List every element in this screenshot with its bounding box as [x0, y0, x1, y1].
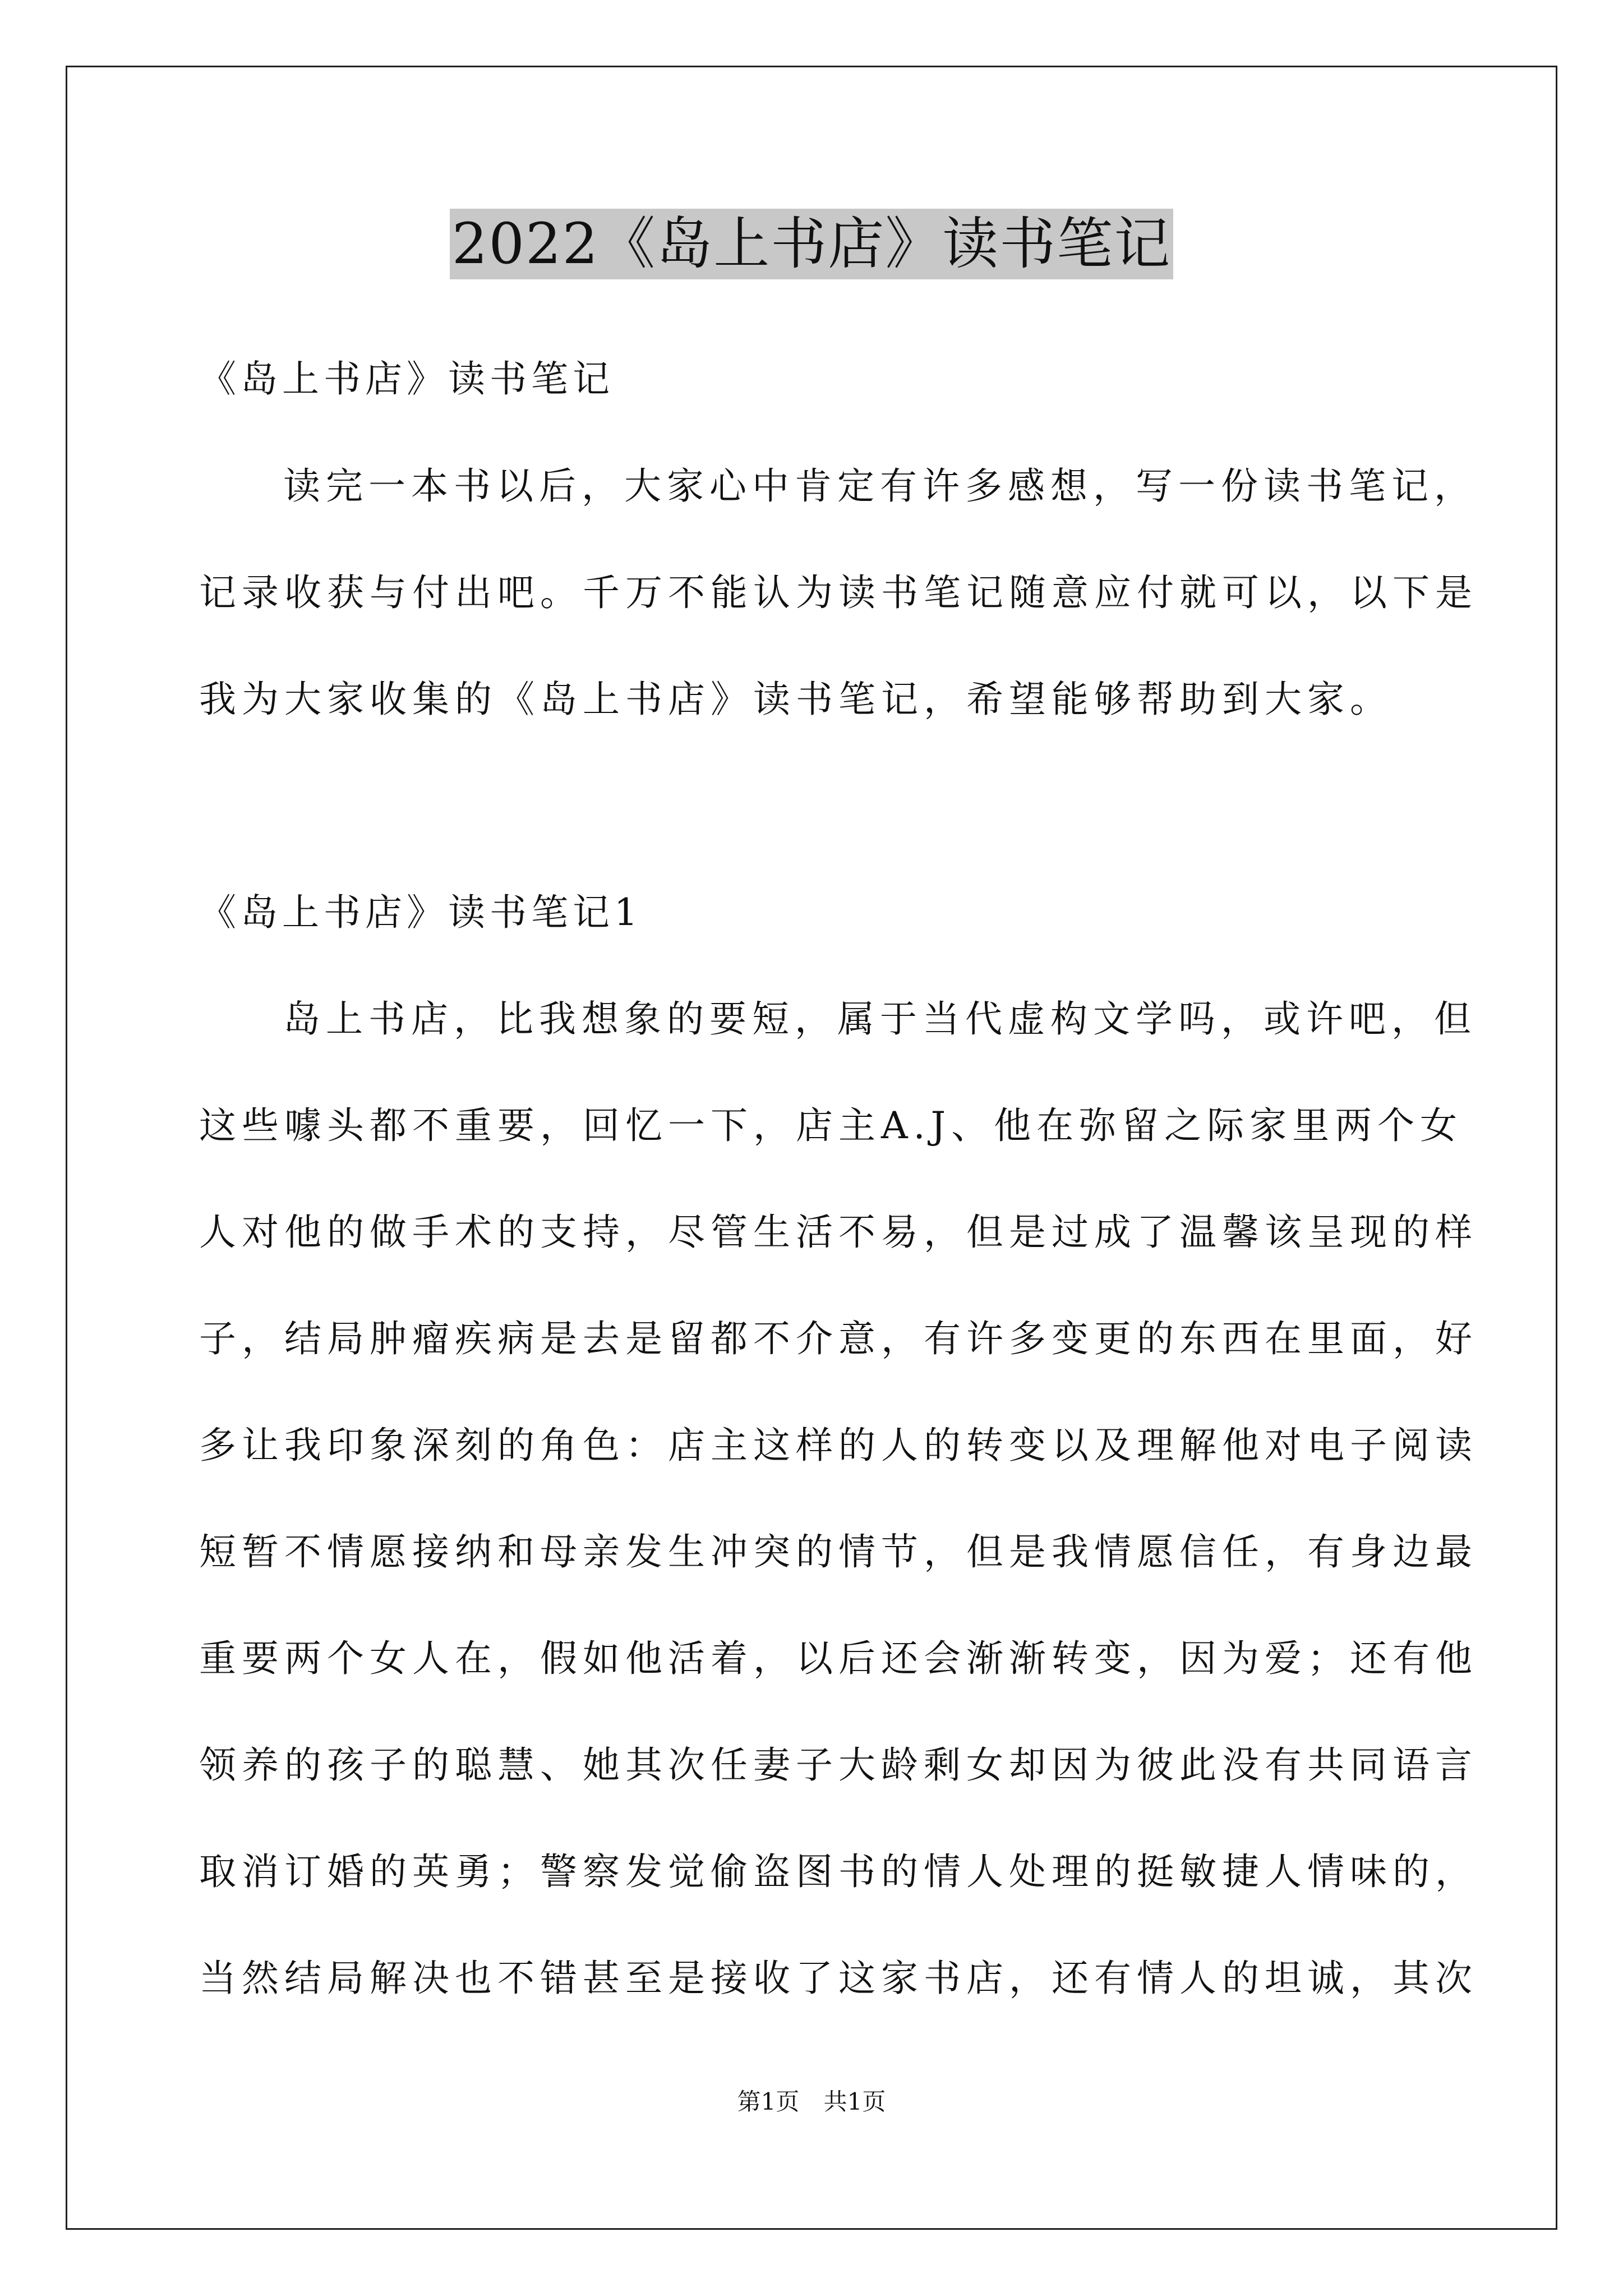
body-line: 子，结局肿瘤疾病是去是留都不介意，有许多变更的东西在里面，好: [199, 1317, 1478, 1360]
body-line: 岛上书店，比我想象的要短，属于当代虚构文学吗，或许吧，但: [283, 997, 1477, 1041]
body-line: 领养的孩子的聪慧、她其次任妻子大龄剩女却因为彼此没有共同语言: [199, 1743, 1478, 1787]
page-footer: 第1页 共1页: [737, 2088, 886, 2115]
body-line: 多让我印象深刻的角色：店主这样的人的转变以及理解他对电子阅读: [199, 1424, 1478, 1467]
body-line: 这些噱头都不重要，回忆一下，店主A.J、他在弥留之际家里两个女: [199, 1104, 1463, 1147]
body-line: 短暂不情愿接纳和母亲发生冲突的情节，但是我情愿信任，有身边最: [199, 1530, 1478, 1573]
section-heading: 《岛上书店》读书笔记1: [199, 891, 642, 934]
document-subtitle: 《岛上书店》读书笔记: [199, 357, 614, 401]
intro-line: 读完一本书以后，大家心中肯定有许多感想，写一份读书笔记，: [283, 464, 1477, 508]
intro-line: 记录收获与付出吧。千万不能认为读书笔记随意应付就可以，以下是: [199, 571, 1478, 614]
body-line: 人对他的做手术的支持，尽管生活不易，但是过成了温馨该呈现的样: [199, 1211, 1478, 1254]
intro-line: 我为大家收集的《岛上书店》读书笔记，希望能够帮助到大家。: [199, 678, 1393, 721]
body-line: 重要两个女人在，假如他活着，以后还会渐渐转变，因为爱；还有他: [199, 1637, 1478, 1680]
title-container: [0, 209, 1623, 279]
body-line: 当然结局解决也不错甚至是接收了这家书店，还有情人的坦诚，其次: [199, 1957, 1478, 2000]
document-title: 2022《岛上书店》读书笔记: [450, 209, 1174, 279]
body-line: 取消订婚的英勇；警察发觉偷盗图书的情人处理的挺敏捷人情味的，: [199, 1850, 1478, 1893]
